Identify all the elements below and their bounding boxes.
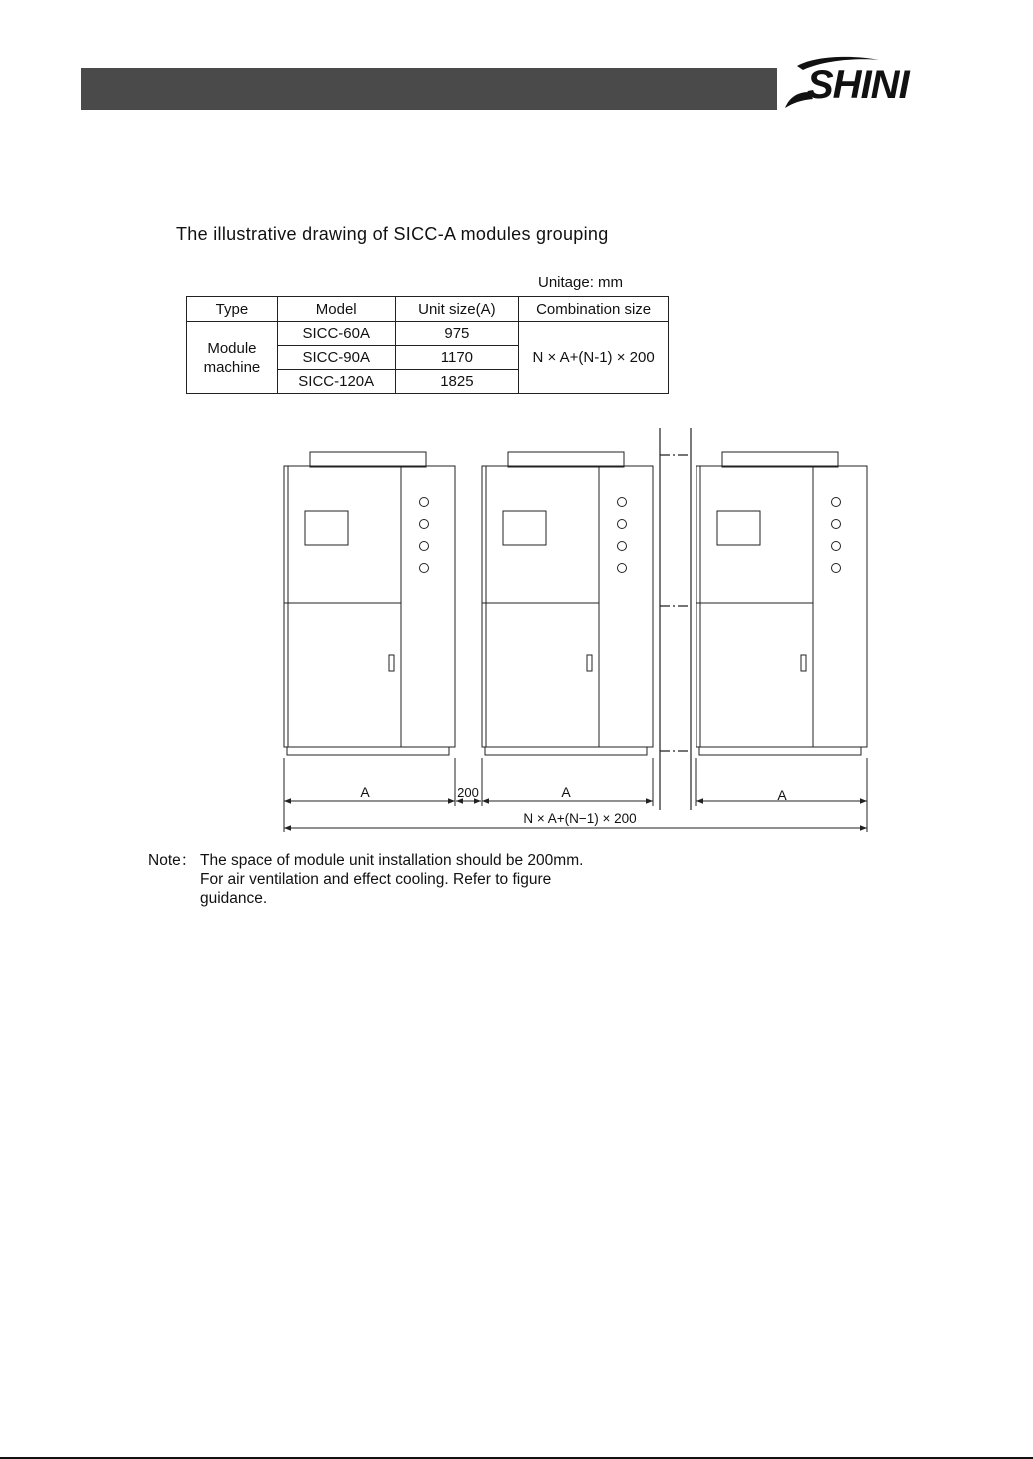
type-label-line-1: Module xyxy=(207,339,257,357)
break-lines xyxy=(660,428,691,810)
header-bar xyxy=(81,68,777,110)
type-label-line-2: machine xyxy=(203,358,261,376)
model-cell: SICC-60A xyxy=(277,322,395,346)
module-unit-1 xyxy=(284,452,455,755)
type-cell xyxy=(187,322,278,394)
dim-a-label-2: A xyxy=(561,784,571,800)
module-grouping-drawing xyxy=(270,420,880,840)
spec-table xyxy=(186,296,669,394)
module-unit-2 xyxy=(482,452,653,755)
note-label: Note： xyxy=(148,852,197,869)
model-cell: SICC-120A xyxy=(277,370,395,394)
section-title: The illustrative drawing of SICC-A modules grouping xyxy=(176,224,609,244)
table-header-row xyxy=(187,297,669,322)
header-model: Model xyxy=(277,297,395,322)
size-cell: 1825 xyxy=(395,370,519,394)
model-cell: SICC-90A xyxy=(277,346,395,370)
module-unit-3 xyxy=(696,452,867,755)
header-unit-size: Unit size(A) xyxy=(395,297,519,322)
header-type: Type xyxy=(187,297,278,322)
svg-text:SHINI: SHINI xyxy=(807,63,909,107)
table-row xyxy=(187,322,669,346)
shini-logo xyxy=(779,52,949,114)
note-line-3: guidance. xyxy=(200,890,268,907)
combination-cell: N × A+(N-1) × 200 xyxy=(519,322,669,394)
note-line-1: The space of module unit installation should be 200mm. xyxy=(200,852,584,869)
dim-gap-label: 200 xyxy=(457,785,479,800)
unit-note: Unitage: mm xyxy=(538,274,624,291)
note-line-2: For air ventilation and effect cooling. Refer to figure xyxy=(200,871,552,888)
dim-a-label-3: A xyxy=(777,787,787,803)
size-cell: 1170 xyxy=(395,346,519,370)
header-combination-size: Combination size xyxy=(519,297,669,322)
dim-total-label: N × A+(N−1) × 200 xyxy=(523,811,637,826)
size-cell: 975 xyxy=(395,322,519,346)
dim-a-label-1: A xyxy=(360,784,370,800)
